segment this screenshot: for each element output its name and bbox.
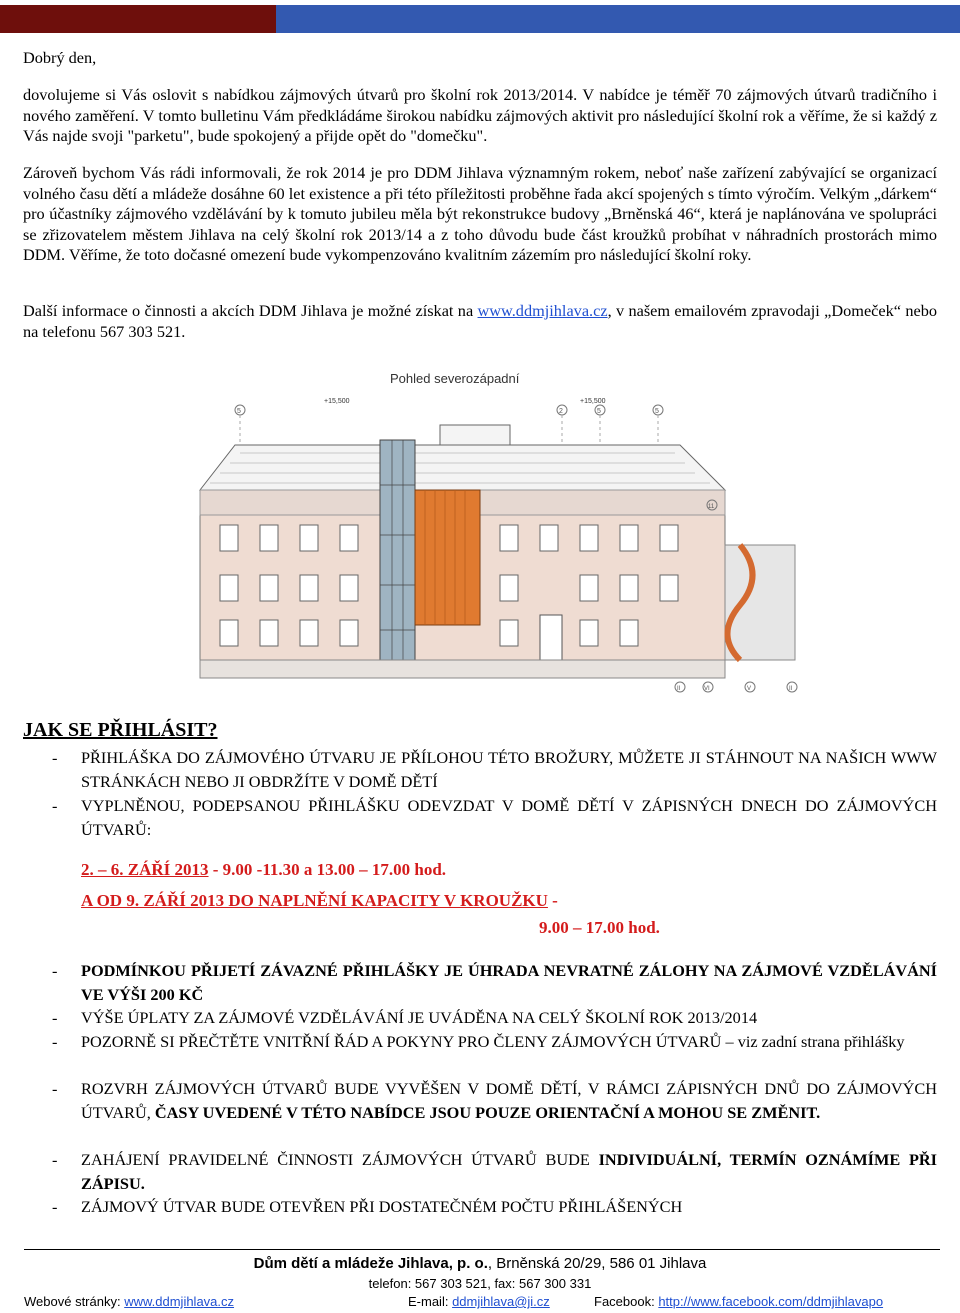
- intro-paragraph: dovolujeme si Vás oslovit s nabídkou zájmových útvarů pro školní rok 2013/2014. V nabídce je téměř 70 zájmových útvarů tradičního i nového zaměření. V tomto bulletinu Vám předkládáme širokou nabídku zájmových aktivit pro následující školní rok a věříme, že si každý z Vás najde svoji "parketu", bude spokojený a přijde opět do "domečku".: [23, 85, 937, 145]
- building-elevation-drawing: [100, 365, 840, 700]
- axis-marker: VI: [704, 686, 710, 692]
- elevation-label-left: +15,500: [324, 398, 350, 405]
- footer-web: Webové stránky: www.ddmjihlava.cz: [24, 1294, 235, 1309]
- list-item: - PODMÍNKOU PŘIJETÍ ZÁVAZNÉ PŘIHLÁŠKY JE ÚHRADA NEVRATNÉ ZÁLOHY NA ZÁJMOVÉ VZDĚLÁVÁNÍ VE VÝŠI 200 KČ: [52, 961, 937, 1004]
- section-heading: JAK SE PŘIHLÁSIT?: [23, 719, 218, 741]
- axis-marker: 5: [597, 408, 601, 415]
- list-item: - POZORNĚ SI PŘEČTĚTE VNITŘNÍ ŘÁD A POKYNY PRO ČLENY ZÁJMOVÝCH ÚTVARŮ – viz zadní strana přihlášky: [52, 1032, 905, 1051]
- axis-marker: V: [747, 686, 752, 692]
- axis-marker: II: [677, 686, 681, 692]
- list-item: - VÝŠE ÚPLATY ZA ZÁJMOVÉ VZDĚLÁVÁNÍ JE UVÁDĚNA NA CELÝ ŠKOLNÍ ROK 2013/2014: [52, 1008, 758, 1027]
- header-bar-red: [0, 5, 276, 33]
- elevation-label-right: +15,500: [580, 398, 606, 405]
- axis-marker: 5: [237, 408, 241, 415]
- list-item: - ZAHÁJENÍ PRAVIDELNÉ ČINNOSTI ZÁJMOVÝCH ÚTVARŮ BUDE INDIVIDUÁLNÍ, TERMÍN OZNÁMÍME PŘI ZÁPISU.: [52, 1150, 937, 1193]
- axis-marker: 5: [655, 408, 659, 415]
- footer-org: Dům dětí a mládeže Jihlava, p. o., Brněnská 20/29, 586 01 Jihlava: [253, 1255, 707, 1272]
- list-item: - ZÁJMOVÝ ÚTVAR BUDE OTEVŘEN PŘI DOSTATEČNÉM POČTU PŘIHLÁŠENÝCH: [52, 1197, 683, 1216]
- axis-marker: II: [789, 686, 793, 692]
- list-item: - ROZVRH ZÁJMOVÝCH ÚTVARŮ BUDE VYVĚŠEN V DOMĚ DĚTÍ, V RÁMCI ZÁPISNÝCH DNŮ DO ZÁJMOVÝCH ÚTVARŮ, ČASY UVEDENÉ V TÉTO NABÍDCE JSOU POUZE ORIENTAČNÍ A MOHOU SE ZMĚNIT.: [52, 1079, 937, 1122]
- axis-marker: 11: [708, 504, 715, 510]
- registration-dates-2: A OD 9. ZÁŘÍ 2013 DO NAPLNĚNÍ KAPACITY V KROUŽKU -: [81, 891, 558, 910]
- list-item: - PŘIHLÁŠKA DO ZÁJMOVÉHO ÚTVARU JE PŘÍLOHOU TÉTO BROŽURY, MŮŽETE JI STÁHNOUT NA NAŠICH WWW STRÁNKÁCH NEBO JI OBDRŽÍTE V DOMĚ DĚTÍ: [52, 748, 937, 791]
- anniversary-paragraph: Zároveň bychom Vás rádi informovali, že rok 2014 je pro DDM Jihlava významným rokem, neboť naše zařízení zabývající se organizací volného času dětí a mládeže dosáhne 60 let existence a při této příležitosti proběhne řada akcí spojených s tímto výročím. Velkým „dárkem“ pro účastníky zájmového vzdělávání by k tomuto jubileu měla být rekonstrukce budovy „Brněnská 46“, která je naplánována ve spolupráci se zřizovatelem městem Jihlava na celý školní rok 2013/14 a z toho důvodu bude část kroužků probíhat v náhradních prostorách mimo DDM. Věříme, že toto dočasné omezení bude vykompenzováno kvalitním zázemím pro následující školní roky.: [23, 163, 937, 264]
- footer-divider: [24, 1249, 940, 1250]
- registration-hours: 9.00 – 17.00 hod.: [539, 918, 660, 937]
- axis-marker: 2: [559, 408, 563, 415]
- greeting: Dobrý den,: [23, 48, 97, 67]
- footer-web-link[interactable]: www.ddmjihlava.cz: [124, 1294, 235, 1309]
- footer-facebook-link[interactable]: http://www.facebook.com/ddmjihlavapo: [658, 1294, 884, 1309]
- registration-dates-1: 2. – 6. ZÁŘÍ 2013 - 9.00 -11.30 a 13.00 – 17.00 hod.: [81, 860, 447, 879]
- footer-email-link[interactable]: ddmjihlava@ji.cz: [452, 1294, 550, 1309]
- footer-email: E-mail: ddmjihlava@ji.cz: [408, 1294, 550, 1309]
- list-item: - VYPLNĚNOU, PODEPSANOU PŘIHLÁŠKU ODEVZDAT V DOMĚ DĚTÍ V ZÁPISNÝCH DNECH DO ZÁJMOVÝCH ÚTVARŮ:: [52, 796, 937, 839]
- website-link[interactable]: www.ddmjihlava.cz: [477, 301, 608, 320]
- drawing-title: Pohled severozápadní: [390, 371, 520, 386]
- footer-phone: telefon: 567 303 521, fax: 567 300 331: [368, 1276, 592, 1291]
- footer-facebook: Facebook: http://www.facebook.com/ddmjihlavapo: [594, 1294, 884, 1309]
- header-bar-blue: [276, 5, 960, 33]
- header-bar: [0, 5, 960, 33]
- info-paragraph: Další informace o činnosti a akcích DDM Jihlava je možné získat na www.ddmjihlava.cz, v našem emailovém zpravodaji „Domeček“ nebo na telefonu 567 303 521.: [23, 301, 937, 341]
